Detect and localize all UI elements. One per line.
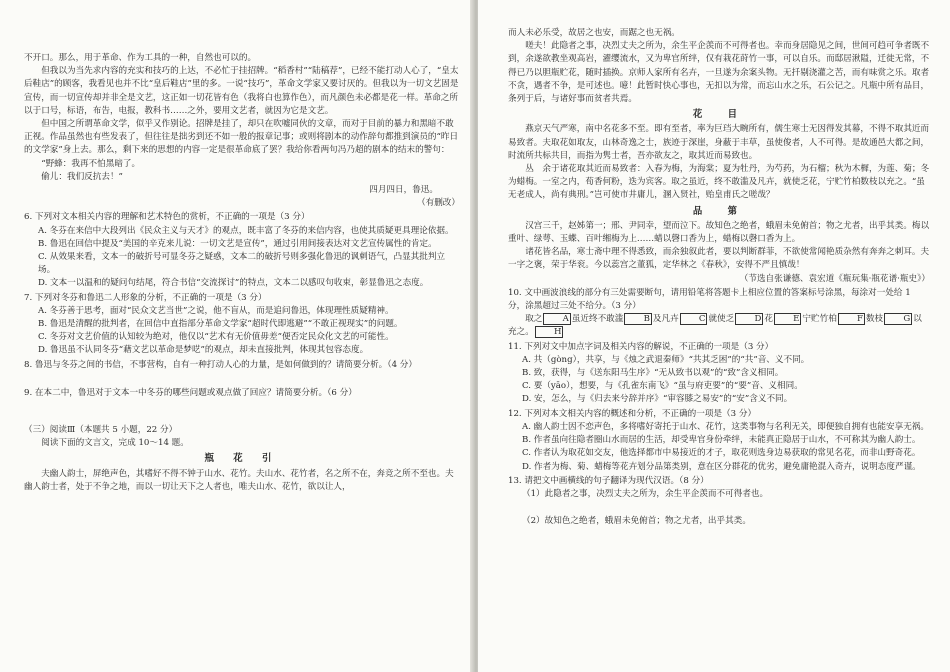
essay-paragraph: 燕京天气严寒，南中名花多不至。即有至者，率为巨珰大畹所有，儒生寒士无因得发其幕，不得不取其近而易致者。夫取花如取友，山林奇逸之士，族迹于深崖，身蔽于丰草，虽使俊者，人不可得。是故通邑大都之间，时流所共标共目，而指为隽士者，吾亦欲友之，取其近而易致也。 — [508, 124, 930, 161]
segment: 取之 — [525, 314, 543, 325]
question-10: 10. 文中画波浪线的部分有三处需要断句，请用铅笔将答题卡上相应位置的答案标号涂黑，每涂对一处给 1 分，涂黑超过三处不给分。（3 分） — [508, 287, 914, 312]
text-paragraph: 但中国之所谓革命文学，似乎又作别论。招牌是挂了，却只在吹嘘同伙的文章，而对于目前的暴力和黑暗不敢正视。作品虽然也有些发表了，但往往是拙劣到还不如一般的报章记事；或则将剧本的动作辞句都推到演员的“昨日的文学家”身上去。那么，剩下来的思想的内容一定是很革命底了罢？我给你看两句冯乃超的剧本的结末的警句： — [24, 119, 459, 156]
option: C. 要（yāo），想要，与《孔雀东南飞》“虽与府吏要”的“要”音、义相同。 — [522, 381, 803, 392]
option: A. 冬芬善于思考，面对“民众文艺当世”之说，他不盲从，而是追问鲁迅，体现理性质疑精神。 — [38, 305, 394, 316]
question-6: 6. 下列对文本相关内容的理解和艺术特色的赏析，不正确的一项是（3 分） — [24, 212, 310, 223]
break-mark-d[interactable]: D — [735, 313, 763, 325]
break-mark-a[interactable]: A — [543, 313, 570, 325]
translation-item-2: （2）故知色之绝者，蛾眉未免俯首；物之尤者，出乎其类。 — [522, 516, 751, 527]
question-12: 12. 下列对本文相关内容的概述和分析，不正确的一项是（3 分） — [508, 408, 757, 419]
option: D. 文本一以温和的疑问句结尾，符合书信“交流探讨”的特点，文本二以感叹句收束，彰显鲁迅之态度。 — [38, 278, 429, 289]
segment: 数枝 — [865, 314, 884, 325]
option: A. 幽人韵士因不恋声色，多将嗜好寄托于山水、花竹，这类事物与名利无关，即便独自拥有也能安享无祸。 — [522, 421, 929, 432]
segment: 及凡卉 — [652, 314, 679, 325]
essay-paragraph: 汉宫三千，赵姊第一；邢、尹同幸，望而泣下。故知色之绝者，蛾眉未免俯首；物之尤者，出乎其类。梅以重叶、绿萼、玉蝶、百叶缃梅为上……蜡以磬口香为上，蜡梅以磬口香为上。 — [508, 220, 930, 245]
option: C. 作者认为取花如交友，他选择都市中易接近的才子，取花则选身边易获取的常见名花，而非山野奇花。 — [522, 448, 921, 459]
left-page — [0, 0, 474, 672]
question-13: 13. 请把文中画横线的句子翻译为现代汉语。（8 分） — [508, 475, 709, 486]
source-note: （节选自张谦德、袁宏道《瓶玩集·瓶花谱·瓶史》） — [739, 273, 930, 284]
quote-line: 偷儿：我们反抗去！” — [41, 171, 123, 182]
question-8: 8. 鲁迅与冬芬之间的书信，不事营构，自有一种打动人心的力量，是如何做到的？请简要分析。（4 分） — [24, 359, 417, 370]
segment: 宁贮竹柏 — [802, 314, 837, 325]
break-mark-f[interactable]: F — [838, 313, 865, 325]
break-mark-h[interactable]: H — [535, 326, 564, 338]
answer-space — [24, 372, 460, 386]
option: B. 致，获得，与《送东阳马生序》“无从致书以观”的“致”含义相同。 — [522, 368, 784, 379]
signature-date: 四月四日，鲁迅。 — [369, 185, 438, 196]
essay-paragraph: 夫幽人韵士，屏绝声色，其嗜好不得不钟于山水、花竹。夫山水、花竹者，名之所不在，奔竞之所不至也。夫幽人韵士者，处于不争之地，而以一切让天下之人者也，唯夫山水、花竹，欲以让人， — [24, 468, 454, 492]
option: B. 鲁迅是清醒的批判者，在回信中直指部分革命文学家“超时代即逃避”“不敢正视现实”的问题。 — [38, 319, 403, 330]
subheading-huamu: 花 目 — [692, 109, 746, 121]
option: D. 安，怎么，与《归去来兮辞并序》“审容膝之易安”的“安”含义不同。 — [522, 394, 793, 405]
question-10-sentence — [508, 313, 930, 339]
option: D. 作者为梅、菊、蜡梅等花卉划分品第类别，意在区分群花的优劣，避免庸艳混入奇卉，说明态度严谨。 — [522, 461, 921, 472]
right-page — [478, 0, 950, 672]
subheading-pindi: 品 第 — [692, 205, 746, 217]
option: A. 共（gòng），共享，与《烛之武退秦师》“共其乏困”的“共”音、义不同。 — [522, 354, 810, 365]
option: C. 从效果来看，文本一的破折号可显冬芬之疑惑，文本二的破折号则多强化鲁迅的讽刺语气，凸显其批判立场。 — [38, 252, 446, 276]
answer-space — [24, 400, 460, 424]
section-intro: 阅读下面的文言文，完成 10～14 题。 — [41, 438, 189, 449]
quote-line: “野蜂：我再不怕黑暗了。 — [41, 158, 141, 169]
option: B. 作者虽向往隐者圈山水而居的生活，却受卑官身份牵绊，未能真正隐居于山水，不可称其为幽人韵士。 — [522, 435, 921, 446]
question-7: 7. 下列对冬芬和鲁迅二人形象的分析，不正确的一项是（3 分） — [24, 292, 267, 303]
break-mark-b[interactable]: B — [624, 313, 652, 325]
essay-paragraph: 而人未必乐受，故居之也安，而踞之也无祸。 — [508, 28, 680, 38]
text-paragraph: 不开口。那么，用于革命、作为工具的一种，自然也可以的。 — [24, 53, 257, 63]
text-paragraph: 但我以为当先求内容的充实和技巧的上达，不必忙于挂招牌。“稻香村”“陆稿荐”，已经不能打动人心了，“皇太后鞋店”的顾客，我看见也并不比“皇后鞋店”里的多。一说“技巧”，革命文学家又要讨厌的。但我以为一切文艺固是宣传，而一切宣传却并非全是文艺，这正如一切花皆有色（我将白也算作色），而凡颜色未必都是花一样。革命之所以于口号，标语，布告，电报，教科书……之外，要用文艺者，就因为它是文艺。 — [24, 66, 459, 116]
source-note: （有删改） — [417, 198, 460, 209]
option: A. 冬芬在来信中大段列出《民众主义与天才》的观点，既丰富了冬芬的来信内容，也使其质疑更具理论依据。 — [38, 225, 454, 236]
segment: 就使乏 — [708, 314, 735, 325]
option: C. 冬芬对文艺价值的认知较为绝对，他仅以“艺术有无价值毋差”便否定民众化文艺的可能性。 — [38, 332, 394, 343]
essay-title: 瓶 花 引 — [204, 453, 280, 465]
essay-paragraph: 嗟夫！此隐者之事，决烈丈夫之所为，余生平企羡而不可得者也。幸而身居隐见之间，世间可趋可争者既不到，余遂欲教坐观高岩，濯缨流水，又为卑官所绊，仅有栽花莳竹一事，可以自乐。而邸居湫隘，迁徙无常，不得已乃以胆瓶贮花，随时插换。京师人家所有名卉，一旦遂为余案头物。无扦剔浇灌之苦，而有味赏之乐。取者不贪，遇者不争，是可述也。噫！此暂时快心事也，无扣以为常，而忘山水之乐，石公记之。凡瓶中所有品目，条列于后，与诸好事而贫者共焉。 — [508, 41, 930, 105]
option: D. 鲁迅虽不认同冬芬“藉文艺以革命是梦呓”的观点，却未直接批判，体现其包容态度。 — [38, 345, 369, 356]
question-9: 9. 在本二中，鲁迅对于文本一中冬芬的哪些问题或观点做了回应？请简要分析。（6 分） — [24, 387, 357, 398]
break-mark-c[interactable]: C — [680, 313, 708, 325]
essay-paragraph: 诸花皆名品，寒士斋中理不得悉致，而余独叙此者，要以判断群菲，不欲使常闻艳质杂然有奔奔之刺耳。夫一字之褒，荣于华衮。今以蕊宫之董狐，定华林之《春秋》，安得不严且慎哉！ — [508, 247, 930, 271]
answer-space — [508, 501, 930, 515]
section-heading: （三）阅读Ⅲ（本题共 5 小题，22 分） — [24, 425, 178, 436]
segment: 花 — [764, 314, 773, 325]
option: B. 鲁迅在回信中提及“美国的辛克来儿说：一切文艺是宣传”，通过引用间接表达对文艺宣传属性的肯定。 — [38, 238, 437, 249]
essay-paragraph: 丛 余于诸花取其近而易致者：入春为梅，为海棠；夏为牡丹，为芍药，为石榴；秋为木樨，为莲、菊；冬为蜡梅。一室之内，荀香何粉，迭为宾客。取之虽近，终不敢滥及凡卉，就使乏花，宁贮竹柏数枝以充之。“虽无老成人，尚有典刑。”岂可使市井庸儿，溷入贤社，贻皇甫氏之嗟哉？ — [508, 164, 930, 201]
question-11: 11. 下列对文中加点字词及相关内容的解说，不正确的一项是（3 分） — [508, 341, 774, 352]
segment: 以充之。 — [508, 314, 922, 338]
break-mark-g[interactable]: G — [884, 313, 912, 325]
segment: 虽近终不敢滥 — [571, 314, 624, 325]
translation-item-1: （1）此隐者之事，决烈丈夫之所为，余生平企羡而不可得者也。 — [522, 488, 769, 499]
break-mark-e[interactable]: E — [774, 313, 801, 325]
